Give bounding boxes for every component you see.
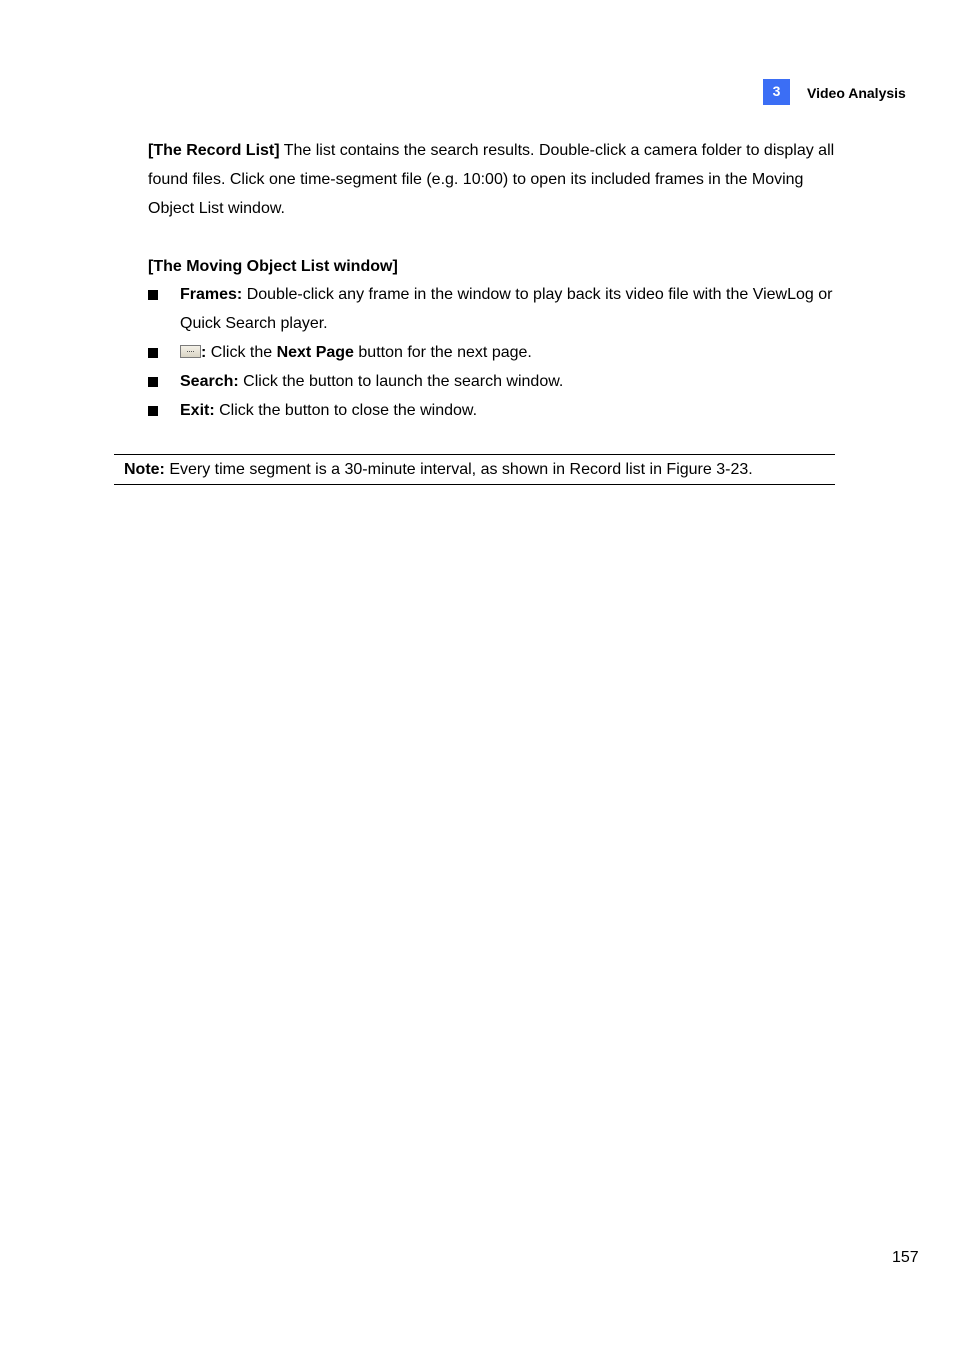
bullet-text: Click the button to launch the search window. xyxy=(238,373,564,390)
record-list-paragraph xyxy=(148,136,838,223)
square-bullet-icon xyxy=(148,348,158,358)
note-body: Every time segment is a 30-minute interval, as shown in Record list in Figure 3-23. xyxy=(164,461,753,478)
bullet-text-strong: Next Page xyxy=(276,344,354,361)
square-bullet-icon xyxy=(148,290,158,300)
next-page-icon xyxy=(180,345,201,358)
record-list-text: The list contains the search results. Double-click a camera folder to display all found files. Click one time-segment file (e.g. 10:00) to open its included frames in the Moving Object List window. xyxy=(148,142,835,217)
chapter-title: Video Analysis xyxy=(807,85,906,101)
bullet-exit xyxy=(148,396,838,425)
bullet-frames xyxy=(148,280,838,338)
bullet-text: Double-click any frame in the window to play back its video file with the ViewLog or Quick Search player. xyxy=(180,286,833,332)
bullet-text-post: button for the next page. xyxy=(353,344,532,361)
bullet-label: Frames: xyxy=(180,286,243,303)
note-text xyxy=(124,460,753,480)
record-list-label: [The Record List] xyxy=(148,142,280,159)
bullet-label: Search: xyxy=(180,373,239,390)
bullet-next-page xyxy=(148,338,838,367)
square-bullet-icon xyxy=(148,406,158,416)
bullet-label: Exit: xyxy=(180,402,215,419)
bullet-text: Click the button to close the window. xyxy=(214,402,478,419)
bullet-search xyxy=(148,367,838,396)
bullet-label: : xyxy=(201,344,207,361)
page-number: 157 xyxy=(892,1249,919,1266)
square-bullet-icon xyxy=(148,377,158,387)
moving-object-heading: [The Moving Object List window] xyxy=(148,258,398,275)
note-box xyxy=(114,454,835,485)
chapter-number-badge: 3 xyxy=(763,79,790,105)
bullet-text-pre: Click the xyxy=(206,344,277,361)
note-label: Note: xyxy=(124,461,165,478)
